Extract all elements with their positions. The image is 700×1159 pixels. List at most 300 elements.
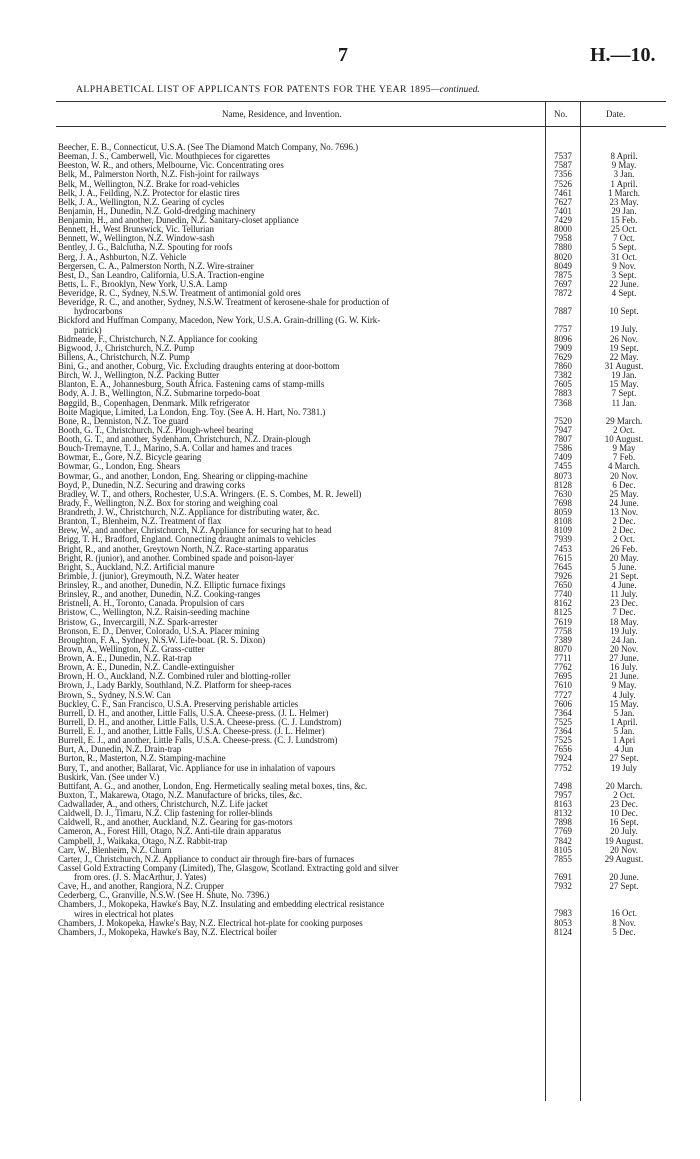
entry-date: 19 July (611, 762, 637, 773)
column-header-date: Date. (606, 109, 626, 119)
list-item (0, 581, 700, 590)
entry-text: Bidmeade, F., Christchurch, N.Z. Appliance for cooking (58, 334, 258, 344)
entry-name (58, 736, 539, 745)
column-header-no: No. (554, 109, 568, 119)
list-item (0, 736, 700, 745)
entry-number: 7610 (554, 680, 572, 691)
entry-text-continued: patrick) (74, 324, 102, 335)
entry-number: 8020 (554, 251, 572, 262)
list-item (0, 535, 700, 544)
entry-name (58, 462, 539, 471)
entry-date: 5 June. (611, 561, 637, 572)
entry-text: Bradley, W. T., and others, Rochester, U.S.A. Wringers. (E. S. Combes, M. R. Jewell) (58, 489, 362, 499)
title-main: ALPHABETICAL LIST OF APPLICANTS FOR PATENTS FOR THE YEAR 1895 (76, 84, 432, 95)
entry-date: 19 August. (604, 835, 644, 846)
entry-number: 7520 (554, 415, 572, 426)
entry-date: 29 Jan. (611, 205, 637, 216)
entry-text: Bennett, H., West Brunswick, Vic. Tellurian (58, 225, 214, 235)
entry-date: 20 Nov. (609, 643, 639, 654)
entry-number: 7629 (554, 351, 572, 362)
list-item (0, 882, 700, 891)
entry-name (58, 791, 539, 800)
list-item (0, 545, 700, 554)
list-item (0, 353, 700, 362)
entry-number: 7645 (554, 561, 572, 572)
entry-name (58, 919, 539, 928)
list-item (0, 900, 700, 918)
entry-name (58, 243, 539, 252)
entry-date: 10 Dec. (610, 808, 638, 819)
entry-date: 9 Nov. (612, 260, 636, 271)
entry-number: 8163 (554, 799, 572, 809)
list-item (0, 928, 700, 937)
entry-name (58, 170, 539, 179)
entry-name (58, 855, 539, 864)
entry-date: 24 Jan. (611, 634, 637, 645)
entry-date: 20 Nov. (609, 470, 639, 481)
entry-number: 7606 (554, 698, 572, 709)
entry-name (58, 399, 539, 408)
entry-number: 7695 (554, 671, 572, 682)
entry-text: Buxton, T., Makarewa, Otago, N.Z. Manufacture of bricks, tiles, &c. (58, 790, 302, 800)
entry-text: Cave, H., and another, Rangiora, N.Z. Crupper (58, 882, 225, 892)
entry-name (58, 691, 539, 700)
entry-text: Brown, H. O., Auckland, N.Z. Combined ruler and blotting-roller (58, 672, 291, 682)
entry-number: 7401 (554, 205, 572, 216)
entry-number: 7453 (554, 543, 572, 554)
entry-number: 7525 (554, 735, 572, 746)
entry-number: 7727 (554, 689, 572, 700)
list-item (0, 180, 700, 189)
entry-name (58, 262, 539, 271)
entry-name (58, 618, 539, 627)
entry-text: Belk, J. A., Feilding, N.Z. Protector for elastic tires (58, 188, 240, 198)
entry-date: 16 Oct. (610, 908, 638, 919)
entry-number: 7880 (554, 242, 572, 253)
entry-number: 7656 (554, 744, 572, 755)
page-number: 7 (338, 44, 348, 66)
entry-text: Burrell, E. J., and another, Little Falls, U.S.A. Cheese-press. (C. J. Lundstrom) (58, 736, 338, 746)
entry-text: Blanton, E. A., Johannesburg, South Africa. Fastening cams of stamp-mills (58, 380, 325, 390)
entry-number: 7957 (554, 789, 572, 800)
entry-date: 11 July. (610, 589, 638, 600)
entry-number: 7364 (554, 707, 572, 718)
list-item (0, 818, 700, 827)
entry-number: 7455 (554, 461, 572, 472)
entry-name (58, 837, 539, 846)
list-item (0, 298, 700, 316)
entry-text: Beveridge, R. C., Sydney, N.S.W. Treatment of antimonial gold ores (58, 289, 301, 298)
entry-number: 7752 (554, 762, 572, 773)
entry-name (58, 663, 539, 672)
list-item (0, 444, 700, 453)
entry-text: Campbell, J., Waikaka, Otago, N.Z. Rabbit-trap (58, 836, 228, 846)
entry-name (58, 408, 539, 417)
list-item (0, 271, 700, 280)
entry-number: 7860 (554, 361, 572, 371)
entry-name (58, 718, 539, 727)
entry-date: 7 Sept. (611, 388, 637, 399)
entry-text: Cadwallader, A., and others, Christchurch, N.Z. Life jacket (58, 800, 268, 809)
entry-date: 10 August. (604, 434, 644, 444)
entry-text: Beveridge, R. C., and another, Sydney, N.S.W. Treatment of kerosene-shale for production of (58, 298, 390, 308)
entry-text: Bowmar, G., London, Eng. Shears (58, 462, 181, 472)
entry-text: Chambers, J., Mokopeka, Hawke's Bay, N.Z. Electrical boiler (58, 927, 277, 937)
entry-text: Bøggild, B., Copenhagen, Denmark. Milk refrigerator (58, 398, 250, 408)
entry-name (58, 180, 539, 189)
entry-number: 7909 (554, 342, 572, 353)
entry-date: 19 Sept. (609, 342, 639, 353)
list-item (0, 143, 700, 152)
entry-text: Bright, R., and another, Greytown North, N.Z. Race-starting apparatus (58, 544, 309, 554)
entry-name (58, 581, 539, 590)
entry-text: Booth, G. T., Christchurch, N.Z. Plough-wheel bearing (58, 425, 254, 435)
list-item (0, 161, 700, 170)
entry-name (58, 344, 539, 353)
entry-name (58, 389, 539, 398)
entry-text-continued: hydrocarbons (74, 306, 123, 317)
entry-name (58, 481, 539, 490)
list-item (0, 253, 700, 262)
list-item (0, 225, 700, 234)
entry-date: 1 April. (610, 178, 638, 189)
entry-text: Chambers, J. Mokopeka, Hawke's Bay, N.Z. Electrical hot-plate for cooking purposes (58, 918, 363, 928)
entry-text: Cassel Gold Extracting Company (Limited), The, Glasgow, Scotland. Extracting gold and silver (58, 863, 399, 873)
entry-name (58, 827, 539, 836)
entry-name (58, 508, 539, 517)
entry-text: Carr, W., Blenheim, N.Z. Churn (58, 845, 172, 855)
entry-number: 7758 (554, 625, 572, 636)
entry-date: 2 Oct. (613, 424, 635, 435)
entry-text: Brown, A. E., Dunedin, N.Z. Candle-extinguisher (58, 663, 235, 673)
list-item (0, 745, 700, 754)
entry-name (58, 253, 539, 262)
list-item (0, 709, 700, 718)
entry-text: Bouch-Tremayne, T. J., Marino, S.A. Collar and hames and traces (58, 444, 292, 454)
entry-date: 2 Oct. (613, 534, 635, 545)
entry-number: 7619 (554, 616, 572, 627)
entry-date: 15 Feb. (610, 215, 638, 225)
entry-name (58, 353, 539, 362)
entry-name (58, 225, 539, 234)
entry-name (58, 444, 539, 453)
entry-date: 15 May. (609, 379, 639, 390)
entry-name (58, 380, 539, 389)
entry-date: 18 May. (609, 616, 639, 627)
entry-number: 7762 (554, 662, 572, 673)
entry-number: 7875 (554, 269, 572, 280)
list-item (0, 526, 700, 535)
entry-date: 20 Nov. (609, 844, 639, 855)
entry-date: 21 Sept. (609, 570, 639, 581)
entry-text: Best, D., San Leandro, California, U.S.A. Traction-engine (58, 270, 265, 280)
list-item (0, 234, 700, 243)
entry-name (58, 773, 539, 782)
entry-text: Bowmar, G., and another, London, Eng. Shearing or clipping-machine (58, 471, 308, 481)
entry-date: 27 Sept. (609, 753, 639, 764)
entry-text: Bentley, J. G., Balclutha, N.Z. Spouting for roofs (58, 243, 233, 253)
entry-text-continued: from ores. (J. S. MacArthur, J. Yates) (74, 872, 207, 882)
entry-name (58, 453, 539, 462)
list-item (0, 563, 700, 572)
entry-number: 8073 (554, 470, 572, 481)
entry-number: 8162 (554, 598, 572, 609)
entry-date: 10 Sept. (609, 306, 639, 317)
entry-name (58, 335, 539, 344)
list-item (0, 654, 700, 663)
entry-date: 31 Oct. (610, 251, 638, 262)
entry-number: 7691 (554, 871, 572, 882)
entry-text: Brinsley, R., and another, Dunedin, N.Z. Elliptic furnace fixings (58, 581, 286, 590)
entry-number: 7587 (554, 160, 572, 171)
entry-number: 7356 (554, 169, 572, 180)
entry-name (58, 809, 539, 818)
entry-number: 7498 (554, 780, 572, 791)
list-item (0, 362, 700, 371)
list-item (0, 435, 700, 444)
entry-name (58, 846, 539, 855)
list-item (0, 864, 700, 882)
entry-date: 19 July. (610, 625, 638, 636)
entry-date: 21 June. (609, 671, 639, 682)
entry-number: 7947 (554, 424, 572, 435)
entry-date: 1 April. (610, 716, 638, 727)
list-item (0, 462, 700, 471)
entry-date: 9 May (612, 443, 636, 454)
entry-text: Burton, R., Masterton, N.Z. Stamping-machine (58, 754, 226, 764)
list-item (0, 481, 700, 490)
list-item (0, 599, 700, 608)
entry-text: Bristow, G., Invercargill, N.Z. Spark-arrester (58, 617, 218, 627)
entry-number: 8059 (554, 507, 572, 517)
entry-date: 1 March. (607, 187, 641, 198)
entry-text: Branton, T., Blenheim, N.Z. Treatment of flax (58, 517, 222, 527)
entry-name (58, 152, 539, 161)
list-item (0, 827, 700, 836)
entry-text: Caldwell, R., and another, Auckland, N.Z. Gearing for gas-motors (58, 818, 293, 828)
entry-number: 7698 (554, 497, 572, 508)
list-item (0, 645, 700, 654)
page-title (76, 84, 676, 95)
entry-number: 7740 (554, 589, 572, 600)
list-item (0, 791, 700, 800)
entry-date: 25 Oct. (610, 224, 638, 235)
entry-text: Brown, A. E., Dunedin, N.Z. Rat-trap (58, 654, 192, 663)
list-item (0, 773, 700, 782)
entry-date: 2 Dec. (612, 516, 636, 527)
list-item (0, 490, 700, 499)
entry-date: 26 Nov. (609, 333, 639, 344)
list-item (0, 554, 700, 563)
entry-number: 7887 (554, 306, 572, 317)
entry-date: 4 Jun (614, 744, 634, 755)
entry-number: 8128 (554, 479, 572, 490)
entry-name (58, 764, 539, 773)
entry-name (58, 517, 539, 526)
list-item (0, 243, 700, 252)
entry-text: Belk, M., Palmerston North, N.Z. Fish-joint for railways (58, 170, 259, 180)
entry-text: Cederberg, C., Granville, N.S.W. (See H. Shute, No. 7396.) (58, 891, 270, 901)
entry-number: 7409 (554, 452, 572, 463)
list-item (0, 207, 700, 216)
entry-number: 7526 (554, 178, 572, 189)
entry-name (58, 800, 539, 809)
entry-text: Bury, T., and another, Ballarat, Vic. Appliance for use in inhalation of vapours (58, 763, 336, 773)
list-item (0, 691, 700, 700)
list-item (0, 681, 700, 690)
entry-text: Benjamin, H., Dunedin, N.Z. Gold-dredging machinery (58, 206, 256, 216)
entry-name (58, 891, 539, 900)
entry-text: Buckley, C. F., San Francisco, U.S.A. Preserving perishable articles (58, 699, 299, 709)
entry-number: 7872 (554, 288, 572, 298)
entry-number: 7926 (554, 570, 572, 581)
entry-date: 9 May. (611, 680, 637, 691)
entry-name (58, 654, 539, 663)
list-item (0, 280, 700, 289)
entry-name (58, 280, 539, 289)
entry-text: Brimble, J. (junior), Greymouth, N.Z. Water heater (58, 571, 240, 581)
list-item (0, 627, 700, 636)
entry-text: Burrell, D. H., and another, Little Falls, U.S.A. Cheese-press. (J. L. Helmer) (58, 708, 329, 718)
entry-date: 19 Jan. (611, 370, 637, 381)
entry-number: 7883 (554, 388, 572, 399)
entry-name (58, 864, 539, 882)
entry-name (58, 271, 539, 280)
entry-number: 7461 (554, 187, 572, 198)
entry-name (58, 535, 539, 544)
header-top-rule (56, 101, 666, 102)
list-item (0, 371, 700, 380)
entry-name (58, 207, 539, 216)
entry-date: 8 Nov. (612, 917, 636, 928)
entry-number: 8105 (554, 844, 572, 855)
entry-date: 3 Sept. (611, 269, 637, 280)
entry-date: 4 Sept. (611, 288, 637, 298)
list-item (0, 800, 700, 809)
entry-number: 8109 (554, 525, 572, 536)
entry-date: 16 Sept. (609, 817, 639, 828)
entry-number: 8049 (554, 260, 572, 271)
list-item (0, 919, 700, 928)
entry-name (58, 526, 539, 535)
entry-date: 22 May. (609, 351, 639, 362)
entry-date: 8 April. (610, 151, 638, 162)
entry-date: 31 August. (604, 361, 644, 371)
entry-date: 1 Apri (612, 735, 636, 746)
entry-number: 7711 (554, 653, 572, 663)
entry-text: Broughton, F. A., Sydney, N.S.W. Life-boat. (R. S. Dixon) (58, 635, 266, 645)
entry-number: 7382 (554, 370, 572, 381)
entry-number: 7537 (554, 151, 572, 162)
entry-date: 5 Jan. (613, 726, 635, 736)
list-item (0, 809, 700, 818)
entry-name (58, 161, 539, 170)
entry-date: 15 May. (609, 698, 639, 709)
entry-name (58, 709, 539, 718)
entry-date: 23 May. (609, 196, 639, 207)
entry-name (58, 627, 539, 636)
entry-number: 7368 (554, 397, 572, 408)
entry-text: Chambers, J., Mokopeka, Hawke's Bay, N.Z. Insulating and embedding electrical resistance (58, 900, 385, 910)
entry-number: 7615 (554, 552, 572, 563)
entry-date: 11 Jan. (611, 397, 637, 408)
entry-date: 20 March. (605, 780, 643, 791)
entry-text: Carter, J., Christchurch, N.Z. Appliance to conduct air through fire-bars of furnaces (58, 854, 355, 864)
entry-date: 9 May. (611, 160, 637, 171)
list-item (0, 508, 700, 517)
entry-name (58, 681, 539, 690)
list-item (0, 718, 700, 727)
entry-name (58, 590, 539, 599)
entry-text: Brew, W., and another, Christchurch, N.Z. Appliance for securing hat to head (58, 526, 332, 536)
entry-text: Bright, S., Auckland, N.Z. Artificial manure (58, 562, 215, 572)
list-item (0, 499, 700, 508)
list-item (0, 408, 700, 417)
entry-name (58, 882, 539, 891)
entry-text: Beecher, E. B., Connecticut, U.S.A. (See The Diamond Match Company, No. 7696.) (58, 143, 359, 152)
entry-text: Bigwood, J., Christchurch, N.Z. Pump (58, 343, 195, 353)
entry-name (58, 636, 539, 645)
entry-number: 7924 (554, 753, 572, 764)
entry-date: 27 Sept. (609, 881, 639, 892)
entry-text: Bini, G., and another, Coburg, Vic. Excluding draughts entering at door-bottom (58, 362, 340, 371)
list-item (0, 517, 700, 526)
entry-date: 7 Oct. (613, 233, 635, 244)
list-item (0, 417, 700, 426)
entry-text: Bickford and Huffman Company, Macedon, New York, U.S.A. Grain-drilling (G. W. Kirk- (58, 316, 381, 326)
list-item (0, 618, 700, 627)
column-header-name: Name, Residence, and Invention. (222, 109, 342, 119)
entry-text: Caldwell, D. J., Timaru, N.Z. Clip fastening for roller-blinds (58, 809, 273, 819)
entry-name (58, 143, 539, 152)
entry-number: 7429 (554, 215, 572, 225)
entry-date: 20 July. (610, 826, 638, 837)
entry-number: 7630 (554, 488, 572, 499)
entry-number: 8053 (554, 917, 572, 928)
title-continued: —continued. (431, 84, 480, 95)
entry-number: 7364 (554, 726, 572, 736)
entry-text: Brandreth, J. W., Christchurch, N.Z. Appliance for distributing water, &c. (58, 508, 320, 517)
entry-date: 19 July. (610, 324, 638, 335)
entry-number: 8096 (554, 333, 572, 344)
entry-name (58, 490, 539, 499)
entry-text: Billens, A., Christchurch, N.Z. Pump (58, 352, 190, 362)
list-item (0, 289, 700, 298)
entry-name (58, 216, 539, 225)
entry-number: 8070 (554, 643, 572, 654)
entry-date: 4 July. (612, 689, 636, 700)
entry-number: 7932 (554, 881, 572, 892)
list-item (0, 316, 700, 334)
entry-number: 7807 (554, 434, 572, 444)
entry-name (58, 362, 539, 371)
entry-number: 8125 (554, 607, 572, 618)
list-item (0, 262, 700, 271)
list-item (0, 764, 700, 773)
list-item (0, 344, 700, 353)
entry-number: 8000 (554, 224, 572, 235)
entry-number: 7650 (554, 580, 572, 590)
entry-number: 7769 (554, 826, 572, 837)
entry-date: 26 Feb. (610, 543, 638, 554)
entry-name (58, 754, 539, 763)
entry-number: 7855 (554, 853, 572, 864)
entry-number: 7605 (554, 379, 572, 390)
entry-number: 7525 (554, 716, 572, 727)
list-item (0, 170, 700, 179)
entry-text: Benjamin, H., and another, Dunedin, N.Z. Sanitary-closet appliance (58, 216, 299, 225)
list-item (0, 189, 700, 198)
